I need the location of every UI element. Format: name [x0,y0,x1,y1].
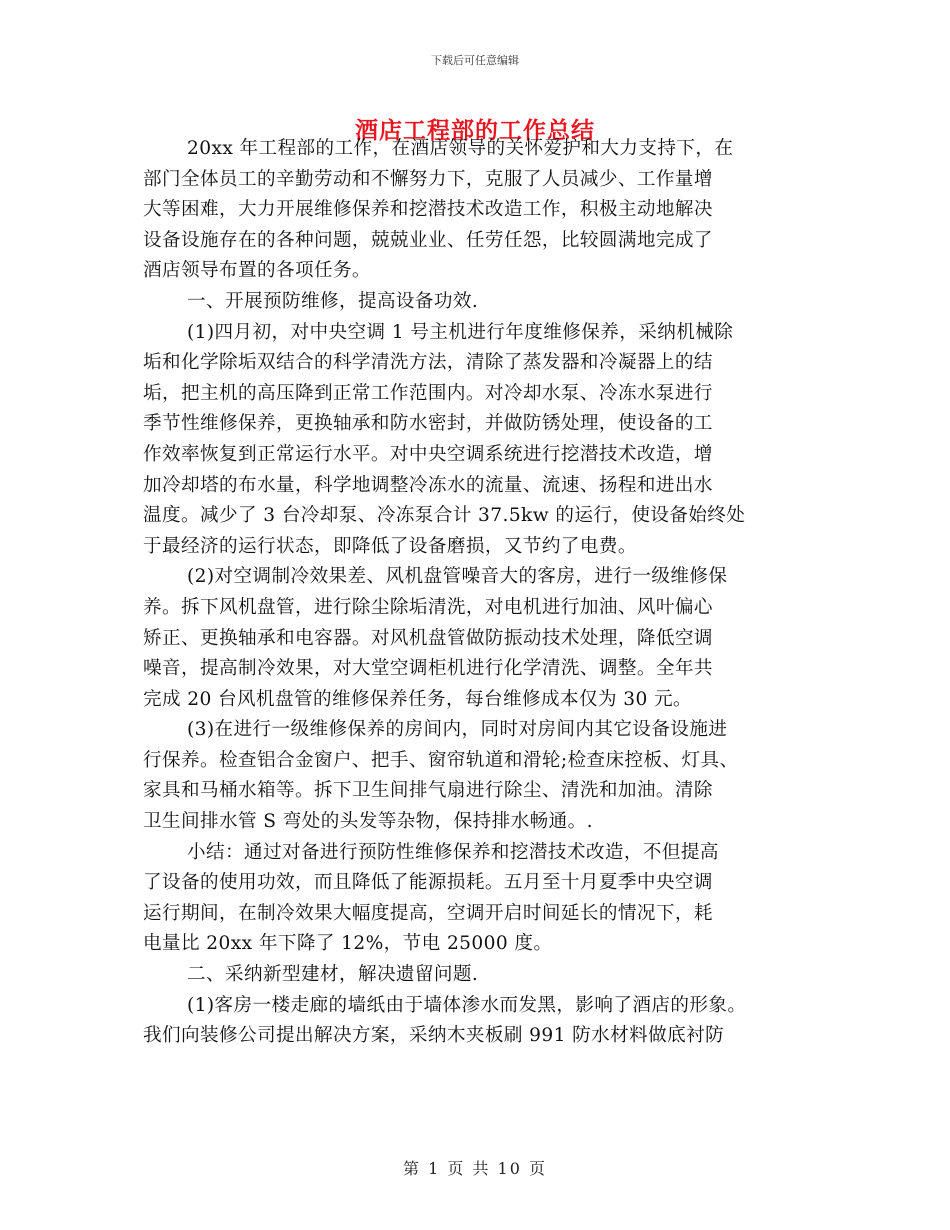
body-text-line: 卫生间排水管 S 弯处的头发等杂物，保持排水畅通。. [143,811,593,833]
body-text-line: 季节性维修保养，更换轴承和防水密封，并做防锈处理，使设备的工 [143,413,713,435]
body-text-line: 运行期间，在制冷效果大幅度提高，空调开启时间延长的情况下，耗 [143,902,713,924]
body-text-line: 20xx 年工程部的工作，在酒店领导的关怀爱护和大力支持下，在 [187,138,734,159]
body-text-line: 噪音，提高制冷效果，对大堂空调柜机进行化学清洗、调整。全年共 [143,658,713,680]
body-text-line: (1)客房一楼走廊的墙纸由于墙体渗水而发黑，影响了酒店的形象。 [187,994,747,1016]
body-text-line: 作效率恢复到正常运行水平。对中央空调系统进行挖潜技术改造，增 [143,443,713,465]
body-text-line: (2)对空调制冷效果差、风机盘管噪音大的客房，进行一级维修保 [187,566,728,588]
body-text-line: 了设备的使用功效，而且降低了能源损耗。五月至十月夏季中央空调 [143,872,713,894]
body-text-line: 一、开展预防维修，提高设备功效. [187,290,479,312]
body-text-line: 酒店领导布置的各项任务。 [143,260,371,282]
body-text-line: 垢和化学除垢双结合的科学清洗方法，清除了蒸发器和冷凝器上的结 [143,352,713,374]
body-text-line: 行保养。检查铝合金窗户、把手、窗帘轨道和滑轮;检查床控板、灯具、 [143,749,739,771]
body-text-line: (1)四月初，对中央空调 1 号主机进行年度维修保养，采纳机械除 [187,321,734,343]
body-text-line: 家具和马桶水箱等。拆下卫生间排气扇进行除尘、清洗和加油。清除 [143,780,713,802]
body-text-line: 加冷却塔的布水量，科学地调整冷冻水的流量、流速、扬程和进出水 [143,474,713,496]
body-text-line: 部门全体员工的辛勤劳动和不懈努力下，克服了人员减少、工作量增 [143,168,713,190]
body-text-line: 温度。减少了 3 台冷却泵、冷冻泵合计 37.5kw 的运行，使设备始终处 [143,505,746,527]
document-title: 酒店工程部的工作总结 [355,117,595,144]
body-text-line: 矫正、更换轴承和电容器。对风机盘管做防振动技术处理，降低空调 [143,627,713,649]
body-text-line: 垢，把主机的高压降到正常工作范围内。对冷却水泵、冷冻水泵进行 [143,382,713,404]
body-text-line: 二、采纳新型建材，解决遗留问题. [187,964,479,986]
document-body [143,134,823,1052]
body-text-line: 大等困难，大力开展维修保养和挖潜技术改造工作，积极主动地解决 [143,199,713,221]
body-text-line: 设备设施存在的各种问题，兢兢业业、任劳任怨，比较圆满地完成了 [143,229,713,251]
page-header-note: 下载后可任意编辑 [431,54,519,67]
body-text-line: 我们向装修公司提出解决方案，采纳木夹板刷 991 防水材料做底衬防 [143,1025,725,1047]
body-text-line: 完成 20 台风机盘管的维修保养任务，每台维修成本仅为 30 元。 [143,688,693,710]
page-number-footer: 第 1 页 共 10 页 [403,1159,547,1178]
body-text-line: 养。拆下风机盘管，进行除尘除垢清洗，对电机进行加油、风叶偏心 [143,596,713,618]
body-text-line: 于最经济的运行状态，即降低了设备磨损，又节约了电费。 [143,535,637,557]
body-text-line: (3)在进行一级维修保养的房间内，同时对房间内其它设备设施进 [187,719,728,741]
body-text-line: 电量比 20xx 年下降了 12%，节电 25000 度。 [143,933,553,955]
body-text-line: 小结：通过对备进行预防性维修保养和挖潜技术改造，不但提高 [187,841,719,863]
